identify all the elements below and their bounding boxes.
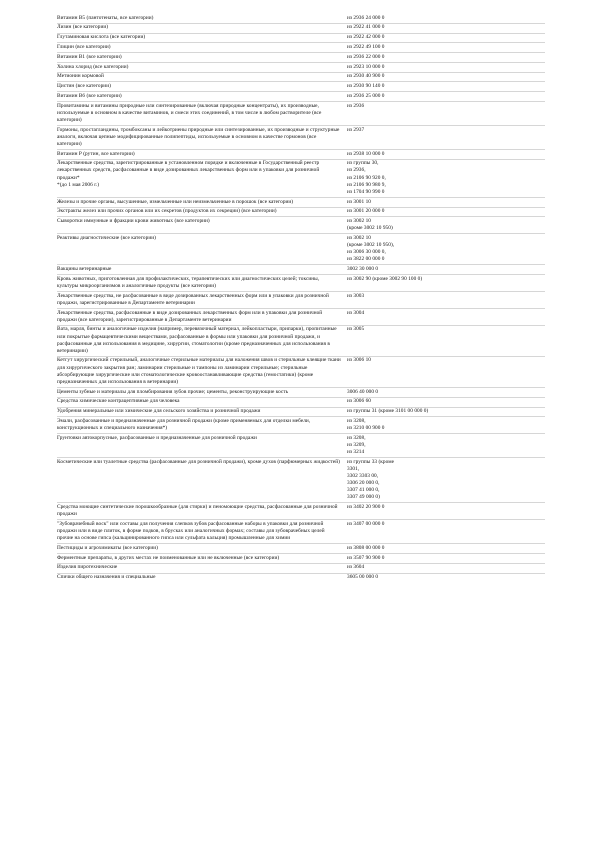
tnved-code-text: из 3002 90 (кроме 3002 90 100 0) <box>347 275 423 282</box>
product-name-text: Витамин В5 (пантотенаты, все категории) <box>57 14 154 21</box>
product-name-cell <box>57 357 347 385</box>
product-name-text: "Зубоврачебный воск" или составы для получения слепков зубов расфасованные наборы в упаковки для розничной продажи или в виде плиток, в форме подков, в брусках или аналогичных формах; составы для зубоврачебных целей прочие на основе гипса (кальцинированного гипса или сульфата кальция) промышленные для химии <box>57 520 325 542</box>
table-row <box>57 574 545 583</box>
tnved-code-cell <box>347 127 545 134</box>
tnved-code-text: из 3604 <box>347 564 365 571</box>
table-row <box>57 92 545 102</box>
product-name-text: Спички общего назначения и специальные <box>57 574 156 581</box>
tnved-code-text: (кроме 3002 10 950), <box>347 242 395 249</box>
product-name-text: Пестициды и агрохимикаты (все категории) <box>57 544 158 551</box>
tnved-code-cell <box>347 83 545 90</box>
product-name-text: Лекарственные средства, зарегистрированные в установленном порядке и включенные в Государственный реестр лекарственных средств, расфасованные в виде дозированных лекарственных форм или в упаковки для розничной продажи* <box>57 160 320 181</box>
table-row <box>57 564 545 574</box>
product-name-cell <box>57 326 347 354</box>
product-name-text: Средства моющие синтетические порошкообразные (для стирки) и пеномоющие средства, расфасованные для розничной продажи <box>57 503 338 518</box>
tnved-code-cell <box>347 266 545 273</box>
product-name-cell <box>57 235 347 242</box>
product-name-cell <box>57 564 347 571</box>
footnote-text: *(до 1 мая 2006 г.) <box>57 181 100 188</box>
product-name-cell <box>57 208 347 215</box>
product-name-cell <box>57 34 347 41</box>
product-name-cell <box>57 15 347 22</box>
table-row <box>57 24 545 34</box>
tnved-code-cell <box>347 54 545 61</box>
product-name-cell <box>57 310 347 324</box>
tnved-code-cell <box>347 521 545 528</box>
tnved-code-text: из 2922 41 000 0 <box>347 24 385 31</box>
table-row <box>57 292 545 309</box>
tnved-code-cell <box>347 545 545 552</box>
table-row <box>57 150 545 160</box>
product-name-text: Сыворотки иммунные и фракции крови животных (все категории) <box>57 218 210 225</box>
tnved-code-text: 3307 49 000 0) <box>347 494 380 501</box>
product-name-text: Кетгут хирургический стерильный, аналогичные стерильные материалы для наложения швов и стерильные клеящие ткани для хирургического закрытия ран; ламинарии стерильные и тампоны из ламинарии стерильные; стерильные абсорбирующие хирургические или стоматологические кровоостанавливающие средства (гемостатики) (кроме предназначенных для использования в ветеринарии) <box>57 357 341 385</box>
product-name-text: Цистин (все категории) <box>57 83 111 90</box>
product-name-cell <box>57 93 347 100</box>
product-name-cell <box>57 459 347 466</box>
tnved-code-cell <box>347 160 545 195</box>
product-name-cell <box>57 24 347 31</box>
tnved-code-text: из 2930 90 140 0 <box>347 83 385 90</box>
tnved-code-cell <box>347 326 545 333</box>
table-row <box>57 520 545 544</box>
product-name-text: Средства химические контрацептивные для человека <box>57 398 180 405</box>
tnved-code-cell <box>347 357 545 364</box>
product-name-cell <box>57 555 347 562</box>
tnved-code-text: 3307 41 000 0, <box>347 487 380 494</box>
product-name-text: Витамин В6 (все категории) <box>57 92 122 99</box>
product-name-cell <box>57 504 347 518</box>
tnved-code-cell <box>347 310 545 317</box>
table-row <box>57 234 545 265</box>
tnved-code-cell <box>347 435 545 456</box>
tnved-code-text: из группы 30, <box>347 160 379 167</box>
tnved-code-cell <box>347 151 545 158</box>
table-row <box>57 554 545 564</box>
tnved-code-cell <box>347 15 545 22</box>
tnved-code-cell <box>347 34 545 41</box>
tnved-code-cell <box>347 73 545 80</box>
table-row <box>57 398 545 408</box>
tnved-code-text: из 3004 <box>347 309 365 316</box>
table-row <box>57 198 545 208</box>
tnved-code-text: из 3001 20 000 0 <box>347 208 385 215</box>
table-row <box>57 34 545 44</box>
tnved-code-cell <box>347 64 545 71</box>
tnved-code-text: (кроме 3002 10 950) <box>347 225 393 232</box>
product-name-text: Лекарственные средства, расфасованные в виде дозированных лекарственных форм или в упаковки для розничной продажи (все категории), зарегистрированные в Департаменте ветеринарии <box>57 309 323 323</box>
product-name-cell <box>57 293 347 307</box>
table-row <box>57 14 545 24</box>
product-name-cell <box>57 103 347 124</box>
table-row <box>57 408 545 418</box>
product-name-text: Кровь животных, приготовленная для профилактических, терапевтических или диагностических целей; токсины, культуры микроорганизмов и аналогичные продукты (все категории) <box>57 275 320 289</box>
tnved-code-text: из 2923 10 000 0 <box>347 63 385 70</box>
tnved-code-text: из 3001 10 <box>347 198 371 205</box>
tnved-code-text: из 3003 <box>347 292 365 299</box>
product-name-text: Лекарственные средства, не расфасованные в виде дозированных лекарственных форм или в упаковки для розничной продажи, зарегистрированные в Департаменте ветеринарии <box>57 292 329 306</box>
product-name-cell <box>57 151 347 158</box>
tnved-code-text: из 3002 10 <box>347 234 371 241</box>
table-row <box>57 309 545 326</box>
tnved-code-cell <box>347 459 545 502</box>
tnved-code-text: из 2936, <box>347 167 366 174</box>
tnved-code-text: из 2937 <box>347 126 365 133</box>
product-name-cell <box>57 521 347 542</box>
tnved-code-text: из 3209, <box>347 441 366 448</box>
table-row <box>57 357 545 388</box>
product-name-text: Метионин кормовой <box>57 73 104 80</box>
product-name-cell <box>57 83 347 90</box>
tnved-code-cell <box>347 574 545 581</box>
tnved-code-text: из 3208, <box>347 417 366 424</box>
tnved-code-text: 3002 30 000 0 <box>347 266 379 272</box>
tnved-code-text: из 2930 40 900 0 <box>347 73 385 80</box>
tnved-code-text: из группы 31 (кроме 3101 00 000 0) <box>347 408 429 415</box>
product-name-text: Косметические или туалетные средства (расфасованные для розничной продажи), кроме духов (парфюмерных жидкостей) <box>57 458 340 465</box>
table-row <box>57 102 545 126</box>
tnved-code-text: из 3822 00 000 0 <box>347 256 385 263</box>
tnved-code-text: из 2106 90 980 9, <box>347 181 386 188</box>
tnved-code-cell <box>347 199 545 206</box>
table-row <box>57 434 545 458</box>
product-name-text: Холина хлорид (все категории) <box>57 63 129 70</box>
product-name-text: Удобрения минеральные или химические для сельского хозяйства и розничной продажи <box>57 408 261 415</box>
tnved-code-cell <box>347 389 545 396</box>
tnved-code-cell <box>347 555 545 562</box>
table-row <box>57 217 545 234</box>
tnved-code-cell <box>347 208 545 215</box>
tnved-code-cell <box>347 504 545 511</box>
product-name-text: Ферментные препараты, в других местах не поименованные или не включенные (все категории) <box>57 554 280 561</box>
product-name-text: Грунтовки автокорпусные, расфасованные и предназначенные для розничной продажи <box>57 434 257 441</box>
tnved-code-text: 3302 3303 00, <box>347 472 379 479</box>
table-row <box>57 208 545 218</box>
tnved-code-text: из 3407 00 000 0 <box>347 520 385 527</box>
product-name-cell <box>57 54 347 61</box>
tnved-code-text: из 2106 90 920 0, <box>347 174 386 181</box>
tnved-code-text: из 3507 90 900 0 <box>347 554 385 561</box>
tnved-code-text: из 2922 49 100 0 <box>347 43 385 50</box>
product-name-text: Витамин Р (рутин, все категории) <box>57 150 135 157</box>
tnved-code-cell <box>347 564 545 571</box>
table-row <box>57 265 545 275</box>
tnved-code-text: 3006 40 000 0 <box>347 388 379 395</box>
product-name-text: Гормоны, простагландины, тромбоксаны и лейкотриены природные или синтезированные, их производные и структурные аналоги, включая цепные модифицированные полипептиды, используемые в основном в качестве гормонов (все категории) <box>57 126 340 147</box>
tnved-code-text: из группы 33 (кроме <box>347 458 395 465</box>
product-name-cell <box>57 127 347 148</box>
product-name-cell <box>57 64 347 71</box>
product-name-text: Цементы зубные и материалы для пломбирования зубов прочие; цементы, реконструирующие кость <box>57 388 289 395</box>
tnved-code-text: из 3808 00 000 0 <box>347 544 385 551</box>
product-name-cell <box>57 73 347 80</box>
product-name-cell <box>57 435 347 442</box>
product-name-cell <box>57 545 347 552</box>
tnved-code-text: из 2936 24 000 0 <box>347 14 385 21</box>
product-name-cell <box>57 266 347 273</box>
tnved-code-cell <box>347 235 545 263</box>
tnved-code-text: из 3006 60 <box>347 398 371 405</box>
table-row <box>57 82 545 92</box>
tnved-code-text: из 3210 00 900 0 <box>347 424 385 431</box>
tnved-code-cell <box>347 218 545 232</box>
product-name-text: Витамин В1 (все категории) <box>57 53 122 60</box>
tnved-code-text: из 3208, <box>347 434 366 441</box>
tnved-code-cell <box>347 103 545 110</box>
tnved-code-text: из 3402 20 900 0 <box>347 503 385 510</box>
product-name-text: Экстракты желез или прочих органов или их секретов (продуктов их секреции) (все категории) <box>57 208 277 215</box>
table-row <box>57 417 545 434</box>
product-name-text: Глицин (все категории) <box>57 43 111 50</box>
product-name-cell <box>57 389 347 396</box>
table-row <box>57 160 545 198</box>
table-row <box>57 275 545 292</box>
product-name-cell <box>57 218 347 225</box>
tnved-code-text: из 2936 22 000 0 <box>347 53 385 60</box>
tnved-code-cell <box>347 398 545 405</box>
tnved-code-text: из 2936 25 000 0 <box>347 92 385 99</box>
tnved-code-cell <box>347 293 545 300</box>
product-name-text: Лизин (все категории) <box>57 24 109 31</box>
tnved-code-cell <box>347 44 545 51</box>
table-row <box>57 326 545 357</box>
product-name-cell <box>57 44 347 51</box>
tnved-code-text: 3605 00 000 0 <box>347 574 379 581</box>
table-row <box>57 544 545 554</box>
tnved-code-cell <box>347 24 545 31</box>
product-name-text: Вакцины ветеринарные <box>57 266 112 272</box>
product-name-text: Железы и прочие органы, высушенные, измельченные или неизмельченные в порошок (все категории) <box>57 198 294 205</box>
product-name-text: Провитамины и витамины природные или синтезированные (включая природные концентраты), их производные, используемые в основном в качестве витаминов, и смеси этих соединений, в том числе в любом растворителе (все категории) <box>57 102 322 123</box>
product-name-cell <box>57 418 347 432</box>
product-name-cell <box>57 199 347 206</box>
product-name-cell <box>57 408 347 415</box>
product-name-text: Вата, марля, бинты и аналогичные изделия (например, перевязочный материал, лейкопластыри, припарки), пропитанные или покрытые фармацевтическими веществами, расфасованные в формы или упаковки для розничной продажи, и расфасованные для использования в медицине, хирургии, стоматологии (кроме предназначенных для использования в ветеринарии) <box>57 326 337 354</box>
product-name-cell <box>57 398 347 405</box>
product-name-text: Изделия пиротехнические <box>57 564 118 571</box>
product-name-cell <box>57 160 347 188</box>
table-row <box>57 43 545 53</box>
tnved-code-text: 3306 20 000 0, <box>347 480 380 486</box>
goods-code-table <box>57 14 545 582</box>
tnved-code-text: из 3006 10 <box>347 357 371 364</box>
tnved-code-text: из 3214 <box>347 448 365 455</box>
table-row <box>57 126 545 150</box>
tnved-code-text: из 3005 <box>347 326 365 333</box>
table-row <box>57 63 545 73</box>
product-name-text: Глутаминовая кислота (все категории) <box>57 34 146 41</box>
table-row <box>57 503 545 520</box>
tnved-code-text: из 2922 42 000 0 <box>347 34 385 41</box>
tnved-code-text: из 3002 10 <box>347 218 371 225</box>
tnved-code-text: 3301, <box>347 465 360 472</box>
product-name-cell <box>57 574 347 581</box>
table-row <box>57 388 545 398</box>
tnved-code-text: из 3006 30 000 0, <box>347 249 386 256</box>
tnved-code-text: из 2936 <box>347 102 365 109</box>
tnved-code-cell <box>347 93 545 100</box>
product-name-text: Эмали, расфасованные и предназначенные для розничной продажи (кроме применяемых для отделки мебели, конструкционных и специального назначения*) <box>57 417 311 431</box>
tnved-code-text: из 1704 90 990 0 <box>347 188 385 195</box>
tnved-code-text: из 2938 10 000 0 <box>347 150 385 157</box>
tnved-code-cell <box>347 276 545 283</box>
product-name-cell <box>57 276 347 290</box>
table-row <box>57 53 545 63</box>
table-row <box>57 73 545 83</box>
table-row <box>57 458 545 503</box>
tnved-code-cell <box>347 418 545 432</box>
tnved-code-cell <box>347 408 545 415</box>
product-name-text: Реактивы диагностические (все категории) <box>57 234 156 241</box>
